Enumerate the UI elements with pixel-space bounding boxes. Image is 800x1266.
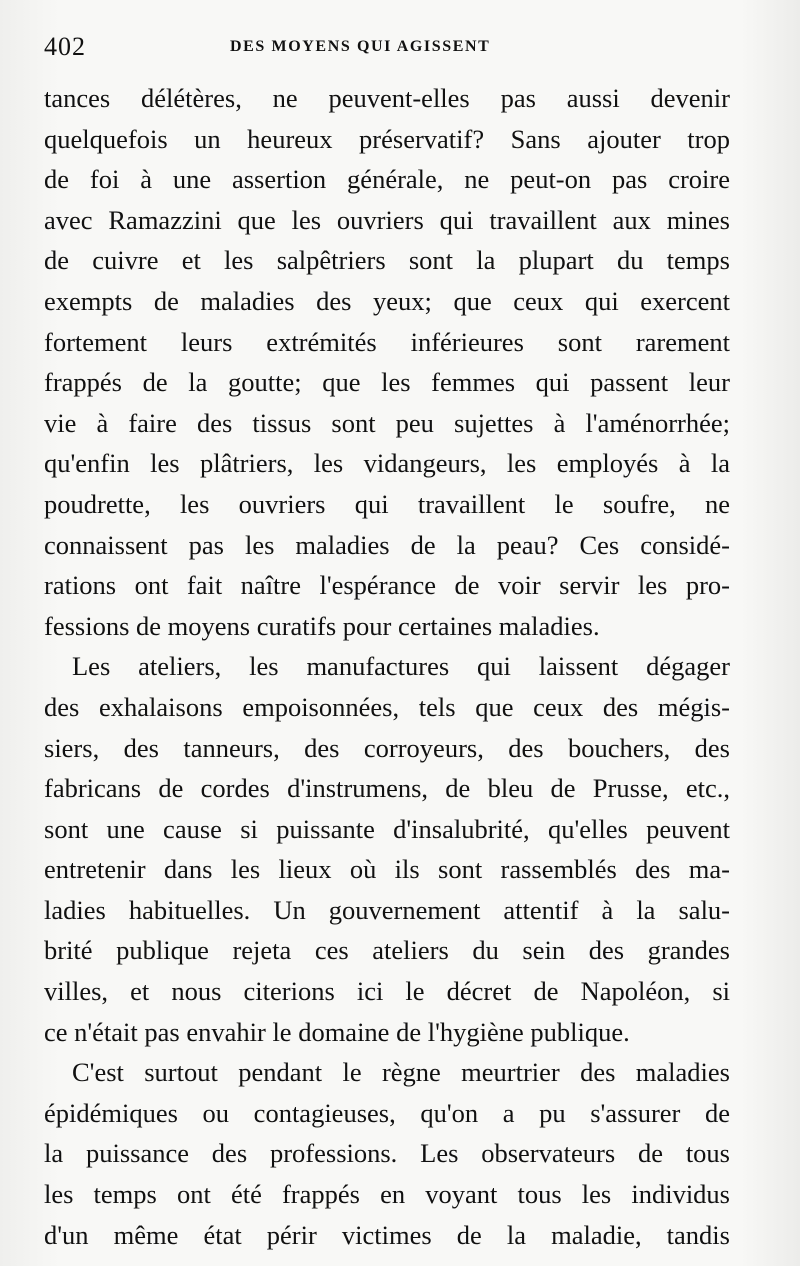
text-line: vie à faire des tissus sont peu sujettes à l'aménorrhée; xyxy=(44,407,730,438)
text-line: des exhalaisons empoisonnées, tels que ceux des mégis- xyxy=(44,691,730,722)
text-line: de cuivre et les salpêtriers sont la plupart du temps xyxy=(44,245,730,276)
text-line: quelquefois un heureux préservatif? Sans ajouter trop xyxy=(44,123,730,154)
text-line: villes, et nous citerions ici le décret de Napoléon, si xyxy=(44,976,730,1007)
text-line: Les ateliers, les manufactures qui laissent dégager xyxy=(72,651,730,682)
running-title: DES MOYENS QUI AGISSENT xyxy=(230,38,491,55)
text-line: épidémiques ou contagieuses, qu'on a pu s'assurer de xyxy=(44,1097,730,1128)
text-line: les temps ont été frappés en voyant tous les individus xyxy=(44,1179,730,1210)
text-line: brité publique rejeta ces ateliers du sein des grandes xyxy=(44,935,730,966)
text-line: tances délétères, ne peuvent-elles pas aussi devenir xyxy=(44,83,730,113)
text-line: de foi à une assertion générale, ne peut-on pas croire xyxy=(44,164,730,195)
text-line: rations ont fait naître l'espérance de voir servir les pro- xyxy=(44,570,730,601)
text-line: ladies habituelles. Un gouvernement attentif à la salu- xyxy=(44,894,730,925)
text-line: la puissance des professions. Les observateurs de tous xyxy=(44,1138,730,1169)
text-line: avec Ramazzini que les ouvriers qui travaillent aux mines xyxy=(44,204,730,235)
text-line: siers, des tanneurs, des corroyeurs, des bouchers, des xyxy=(44,732,730,763)
text-line: qu'enfin les plâtriers, les vidangeurs, les employés à la xyxy=(44,448,730,479)
text-line: connaissent pas les maladies de la peau? Ces considé- xyxy=(44,529,730,560)
text-line: entretenir dans les lieux où ils sont rassemblés des ma- xyxy=(44,854,730,885)
text-line: ce n'était pas envahir le domaine de l'hygiène publique. xyxy=(44,1016,630,1047)
text-line: poudrette, les ouvriers qui travaillent le soufre, ne xyxy=(44,488,730,519)
text-line: frappés de la goutte; que les femmes qui passent leur xyxy=(44,367,730,398)
text-line: C'est surtout pendant le règne meurtrier des maladies xyxy=(72,1057,730,1088)
text-line: fabricans de cordes d'instrumens, de bleu de Prusse, etc., xyxy=(44,773,730,804)
body-text xyxy=(44,78,730,1255)
text-line: d'un même état périr victimes de la maladie, tandis xyxy=(44,1219,730,1250)
text-line: fessions de moyens curatifs pour certaines maladies. xyxy=(44,610,600,641)
text-line: fortement leurs extrémités inférieures sont rarement xyxy=(44,326,730,357)
page-number: 402 xyxy=(44,32,86,61)
text-line: sont une cause si puissante d'insalubrité, qu'elles peuvent xyxy=(44,813,730,844)
page-header xyxy=(44,32,744,64)
text-line: exempts de maladies des yeux; que ceux qui exercent xyxy=(44,285,730,316)
